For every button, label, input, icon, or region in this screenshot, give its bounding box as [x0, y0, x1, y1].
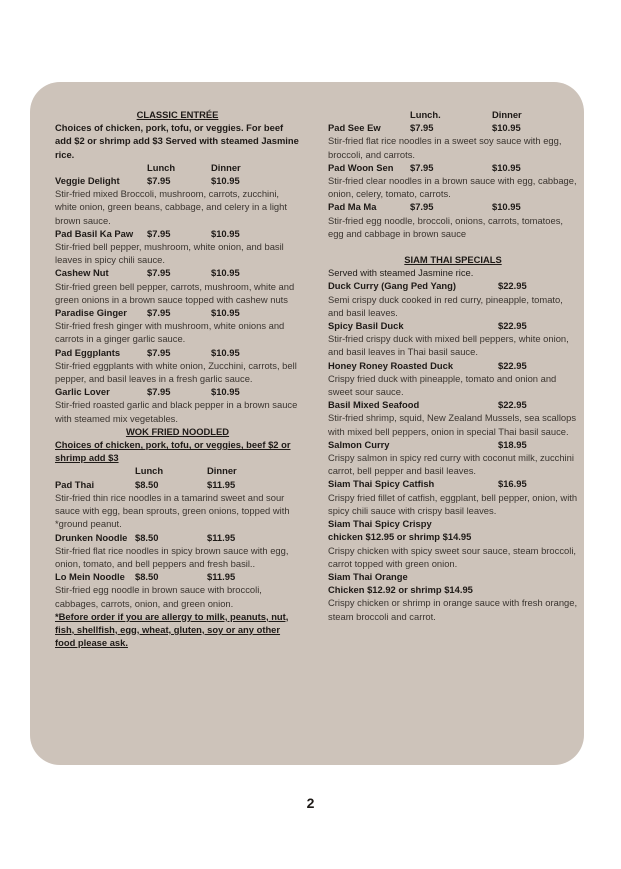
menu-item-row: [55, 227, 300, 240]
menu-item-row: [328, 121, 578, 134]
special-item-row: [328, 279, 578, 292]
special-name: Siam Thai Spicy Catfish: [328, 478, 435, 490]
wok-dinner-header: Dinner: [207, 465, 237, 477]
orange-desc: Crispy chicken or shrimp in orange sauce with fresh orange, steam broccoli and carrot.: [328, 597, 578, 622]
item-description: Stir-fried mixed Broccoli, mushroom, carrots, zucchini, white onion, green beans, cabbage, and celery in a light brown sauce.: [55, 188, 287, 226]
item-description: Stir-fried green bell pepper, carrots, mushroom, white and green onions in a brown sauce topped with cashew nuts: [55, 280, 295, 305]
special-item-row: [328, 359, 578, 372]
item-description: Stir-fried eggplants with white onion, Zucchini, carrots, bell pepper, and basil leaves in a fresh garlic sauce.: [55, 359, 297, 385]
special-name: Duck Curry (Gang Ped Yang): [328, 280, 456, 292]
item-lunch-price: $8.50: [135, 571, 159, 583]
special-name: Honey Roney Roasted Duck: [328, 359, 454, 371]
right-column: [328, 108, 578, 623]
special-description: Stir-fried crispy duck with mixed bell peppers, white onion, and basil leaves in Thai basil sauce.: [328, 333, 569, 358]
dinner-header: Dinner: [211, 161, 241, 173]
right-price-headers: [328, 108, 578, 121]
item-dinner-price: $10.95: [211, 346, 240, 358]
special-name: Salmon Curry: [328, 438, 390, 450]
wok-price-headers: [55, 464, 300, 477]
menu-item-row: [55, 531, 300, 544]
item-description: Stir-fried bell pepper, mushroom, white onion, and basil leaves in spicy chili sauce.: [55, 241, 284, 266]
special-price: $22.95: [498, 320, 527, 332]
item-lunch-price: $7.95: [147, 267, 171, 279]
classic-entree-heading: CLASSIC ENTRÉE: [136, 109, 219, 120]
item-description: Stir-fried fresh ginger with mushroom, white onions and carrots in a ginger garlic sauce.: [55, 320, 285, 345]
lunch-header: Lunch: [147, 161, 176, 173]
item-name: Pad Ma Ma: [328, 201, 377, 213]
classic-entree-list: [55, 174, 300, 425]
item-dinner-price: $10.95: [211, 175, 240, 187]
specials-list: [328, 279, 578, 517]
item-description: Stir-fried egg noodle, broccoli, onions, carrots, tomatoes, egg and cabbage in brown sauce: [328, 214, 564, 239]
classic-entree-intro: Choices of chicken, pork, tofu, or veggies. For beef add $2 or shrimp add $3 Served with steamed Jasmine rice.: [55, 122, 299, 160]
item-name: Pad Woon Sen: [328, 161, 394, 173]
item-lunch-price: $7.95: [410, 201, 434, 213]
allergy-note: *Before order if you are allergy to milk, peanuts, nut, fish, shellfish, egg, wheat, gluten, soy or any other food please ask.: [55, 610, 289, 649]
crispy-title: Siam Thai Spicy Crispy: [328, 518, 432, 530]
menu-item-row: [328, 200, 578, 213]
item-lunch-price: $7.95: [147, 227, 171, 239]
menu-item-row: [328, 161, 578, 174]
price-column-headers: [55, 161, 300, 174]
item-dinner-price: $11.95: [207, 571, 236, 583]
item-dinner-price: $10.95: [211, 267, 240, 279]
specials-intro: Served with steamed Jasmine rice.: [328, 267, 474, 279]
item-lunch-price: $7.95: [147, 386, 171, 398]
special-item-row: [328, 438, 578, 451]
item-dinner-price: $11.95: [207, 478, 236, 490]
menu-card: [30, 82, 584, 765]
item-name: Pad See Ew: [328, 122, 381, 134]
item-dinner-price: $10.95: [492, 122, 521, 134]
item-dinner-price: $10.95: [211, 386, 240, 398]
special-name: Spicy Basil Duck: [328, 320, 404, 332]
special-item-row: [328, 477, 578, 490]
page-number: 2: [306, 795, 315, 811]
wok-list: [55, 478, 300, 610]
orange-prices: Chicken $12.92 or shrimp $14.95: [328, 584, 473, 596]
special-price: $22.95: [498, 359, 527, 371]
left-column: [55, 108, 300, 649]
special-item-row: [328, 319, 578, 332]
item-lunch-price: $7.95: [410, 161, 434, 173]
item-description: Stir-fried thin rice noodles in a tamarind sweet and sour sauce with egg, bean sprouts, green onions, topped with *ground peanut.: [55, 491, 290, 530]
special-item-row: [328, 398, 578, 411]
item-description: Stir-fried clear noodles in a brown sauce with egg, cabbage, onion, celery, tomato, carrots.: [328, 175, 577, 200]
item-name: Pad Eggplants: [55, 346, 121, 358]
item-lunch-price: $8.50: [135, 531, 159, 543]
item-name: Garlic Lover: [55, 386, 110, 398]
special-price: $18.95: [498, 438, 527, 450]
special-description: Crispy fried fillet of catfish, eggplant, bell pepper, onion, with spicy chili sauce with crispy basil leaves.: [328, 491, 578, 516]
menu-item-row: [55, 478, 300, 491]
item-description: Stir-fried flat rice noodles in spicy brown sauce with egg, onion, tomato, and bell peppers and fresh basil..: [55, 544, 289, 569]
special-name: Basil Mixed Seafood: [328, 399, 420, 411]
item-dinner-price: $10.95: [211, 227, 240, 239]
item-lunch-price: $7.95: [147, 175, 171, 187]
special-description: Crispy salmon in spicy red curry with coconut milk, zucchini carrot, bell pepper and basil leaves.: [328, 452, 574, 477]
menu-item-row: [55, 385, 300, 398]
item-name: Veggie Delight: [55, 175, 120, 187]
crispy-desc: Crispy chicken with spicy sweet sour sauce, steam broccoli, carrot topped with green onion.: [328, 544, 577, 569]
item-lunch-price: $7.95: [410, 122, 434, 134]
item-dinner-price: $11.95: [207, 531, 236, 543]
item-dinner-price: $10.95: [492, 161, 521, 173]
item-name: Lo Mein Noodle: [55, 571, 125, 583]
specials-heading: SIAM THAI SPECIALS: [404, 254, 502, 266]
item-lunch-price: $7.95: [147, 307, 171, 319]
wok-heading: WOK FRIED NOODLED: [125, 425, 230, 437]
special-price: $22.95: [498, 280, 527, 292]
item-name: Pad Thai: [55, 478, 95, 490]
item-name: Pad Basil Ka Paw: [55, 227, 134, 239]
special-description: Stir-fried shrimp, squid, New Zealand Mussels, sea scallops with mixed bell peppers, onion in special Thai basil sauce.: [328, 412, 577, 437]
wok-lunch-header: Lunch: [135, 465, 164, 477]
noodle-list: [328, 121, 578, 240]
menu-item-row: [55, 174, 300, 187]
item-dinner-price: $10.95: [211, 307, 240, 319]
special-price: $22.95: [498, 399, 527, 411]
menu-item-row: [55, 306, 300, 319]
special-price: $16.95: [498, 478, 527, 490]
item-description: Stir-fried flat rice noodles in a sweet soy sauce with egg, broccoli, and carrots.: [328, 135, 562, 160]
wok-intro: Choices of chicken, pork, tofu, or veggies, beef $2 or shrimp add $3: [55, 439, 291, 464]
item-name: Paradise Ginger: [55, 307, 127, 319]
menu-item-row: [55, 266, 300, 279]
orange-title: Siam Thai Orange: [328, 570, 408, 582]
item-description: Stir-fried egg noodle in brown sauce with broccoli, cabbages, carrots, onion, and green onion.: [55, 584, 262, 609]
special-description: Semi crispy duck cooked in red curry, pineapple, tomato, and basil leaves.: [328, 293, 563, 318]
item-lunch-price: $8.50: [135, 478, 159, 490]
crispy-prices: chicken $12.95 or shrimp $14.95: [328, 531, 472, 543]
item-lunch-price: $7.95: [147, 346, 171, 358]
item-name: Drunken Noodle: [55, 531, 128, 543]
item-description: Stir-fried roasted garlic and black pepper in a brown sauce with steamed mix vegetables.: [55, 399, 298, 424]
menu-item-row: [55, 346, 300, 359]
special-description: Crispy fried duck with pineapple, tomato and onion and sweet sour sauce.: [328, 372, 557, 398]
item-name: Cashew Nut: [55, 267, 109, 279]
menu-item-row: [55, 570, 300, 583]
right-lunch-header: Lunch.: [410, 109, 441, 120]
item-dinner-price: $10.95: [492, 201, 521, 213]
right-dinner-header: Dinner: [492, 109, 522, 120]
